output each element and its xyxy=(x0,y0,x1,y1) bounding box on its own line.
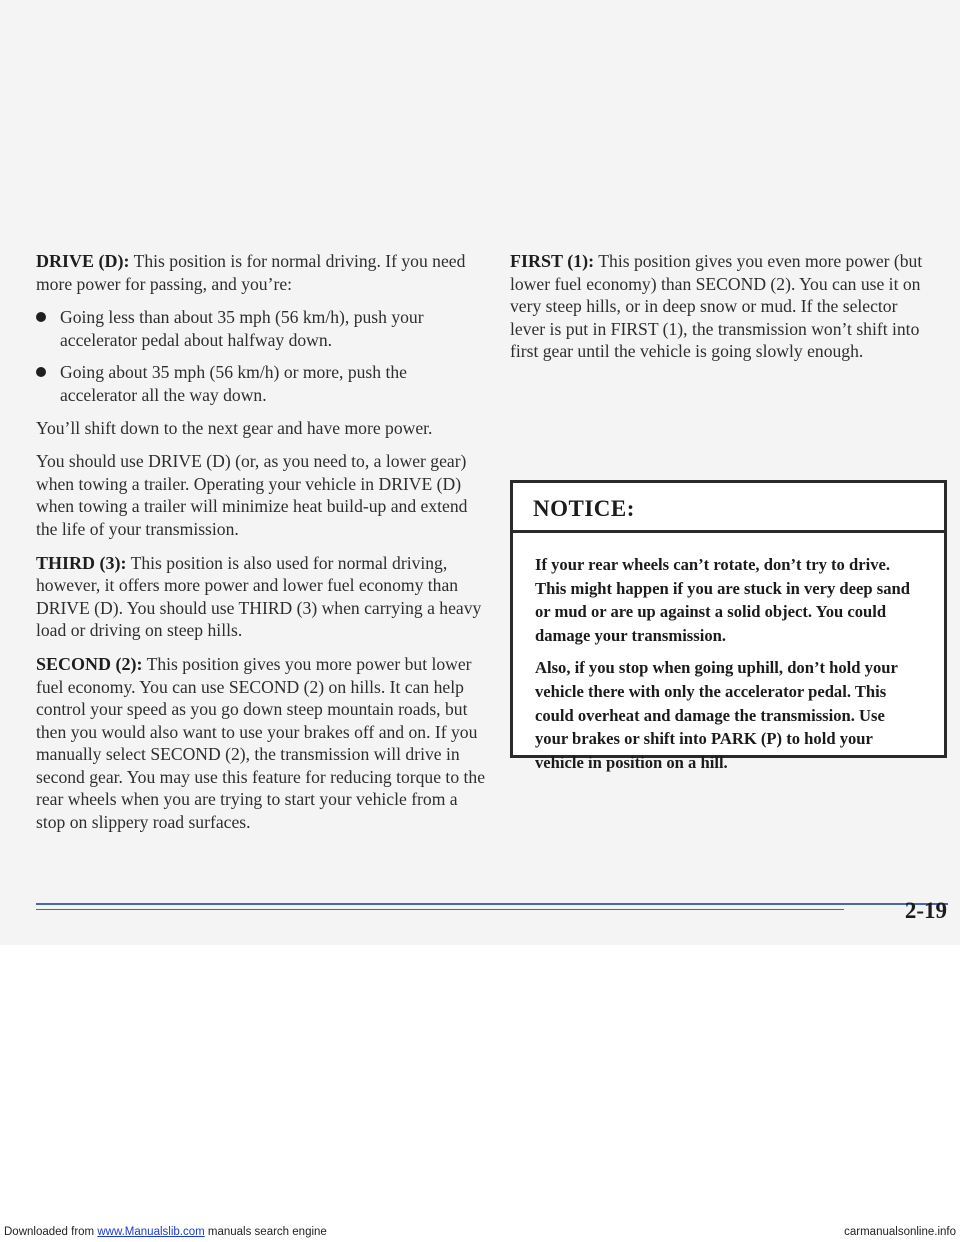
watermark-site: carmanualsonline.info xyxy=(844,1226,956,1238)
manualslib-link[interactable]: www.Manualslib.com xyxy=(97,1226,205,1238)
first-paragraph xyxy=(510,250,930,363)
footer-suffix: manuals search engine xyxy=(204,1226,327,1238)
footer-prefix: Downloaded from xyxy=(4,1226,98,1238)
drive-heading: DRIVE (D): xyxy=(36,251,130,271)
second-text: This position gives you more power but lower fuel economy. You can use SECOND (2) on hills. It can help control your speed as you go down steep mountain roads, but then you would also want to use your brakes off and on. If you manually select SECOND (2), the transmission will drive in second gear. You may use this feature for reducing torque to the rear wheels when you are trying to start your vehicle from a stop on slippery road surfaces. xyxy=(36,653,486,833)
drive-text: This position is for normal driving. If you need more power for passing, and you’re: xyxy=(36,251,466,294)
third-heading: THIRD (3): xyxy=(36,552,127,573)
first-text: This position gives you even more power (but lower fuel economy) than SECOND (2). You can use it on very steep hills, or in deep snow or mud. If the selector lever is put in FIRST (1), the transmission won’t shift into first gear until the vehicle is going slowly enough. xyxy=(510,251,923,362)
bullet-text: Going about 35 mph (56 km/h) or more, push the accelerator all the way down. xyxy=(60,362,407,405)
drive-paragraph xyxy=(36,250,488,295)
download-footer xyxy=(4,1226,327,1238)
notice-body xyxy=(513,533,944,774)
second-heading: SECOND (2): xyxy=(36,653,143,674)
notice-paragraph: Also, if you stop when going uphill, don’t hold your vehicle there with only the accelerator pedal. This could overheat and damage the transmission. Use your brakes or shift into PARK (P) to hold your vehicle in position on a hill. xyxy=(535,658,898,772)
right-column xyxy=(510,250,930,374)
left-column xyxy=(36,250,488,845)
footer-rule xyxy=(36,903,948,905)
page-number: 2-19 xyxy=(904,898,947,923)
notice-title: NOTICE: xyxy=(513,483,944,533)
bullet-item xyxy=(36,361,488,406)
bullet-dot-icon xyxy=(36,312,46,322)
bullet-item xyxy=(36,306,488,351)
footer-rule-secondary xyxy=(36,909,844,910)
notice-box xyxy=(510,480,947,772)
bullet-dot-icon xyxy=(36,367,46,377)
third-paragraph xyxy=(36,552,488,642)
towing-paragraph: You should use DRIVE (D) (or, as you need to, a lower gear) when towing a trailer. Operating your vehicle in DRIVE (D) when towing a trailer will minimize heat build-up and extend the life of your transmission. xyxy=(36,451,468,539)
bullet-text: Going less than about 35 mph (56 km/h), push your accelerator pedal about halfway down. xyxy=(60,307,424,350)
first-heading: FIRST (1): xyxy=(510,251,595,271)
shift-down-paragraph: You’ll shift down to the next gear and have more power. xyxy=(36,417,433,438)
third-text: This position is also used for normal driving, however, it offers more power and lower fuel economy than DRIVE (D). You should use THIRD (3) when carrying a heavy load or driving on steep hills. xyxy=(36,552,482,641)
second-paragraph xyxy=(36,653,488,834)
bullet-list xyxy=(36,306,488,406)
notice-paragraph: If your rear wheels can’t rotate, don’t try to drive. This might happen if you are stuck in very deep sand or mud or are up against a solid object. You could damage your transmission. xyxy=(535,555,910,645)
